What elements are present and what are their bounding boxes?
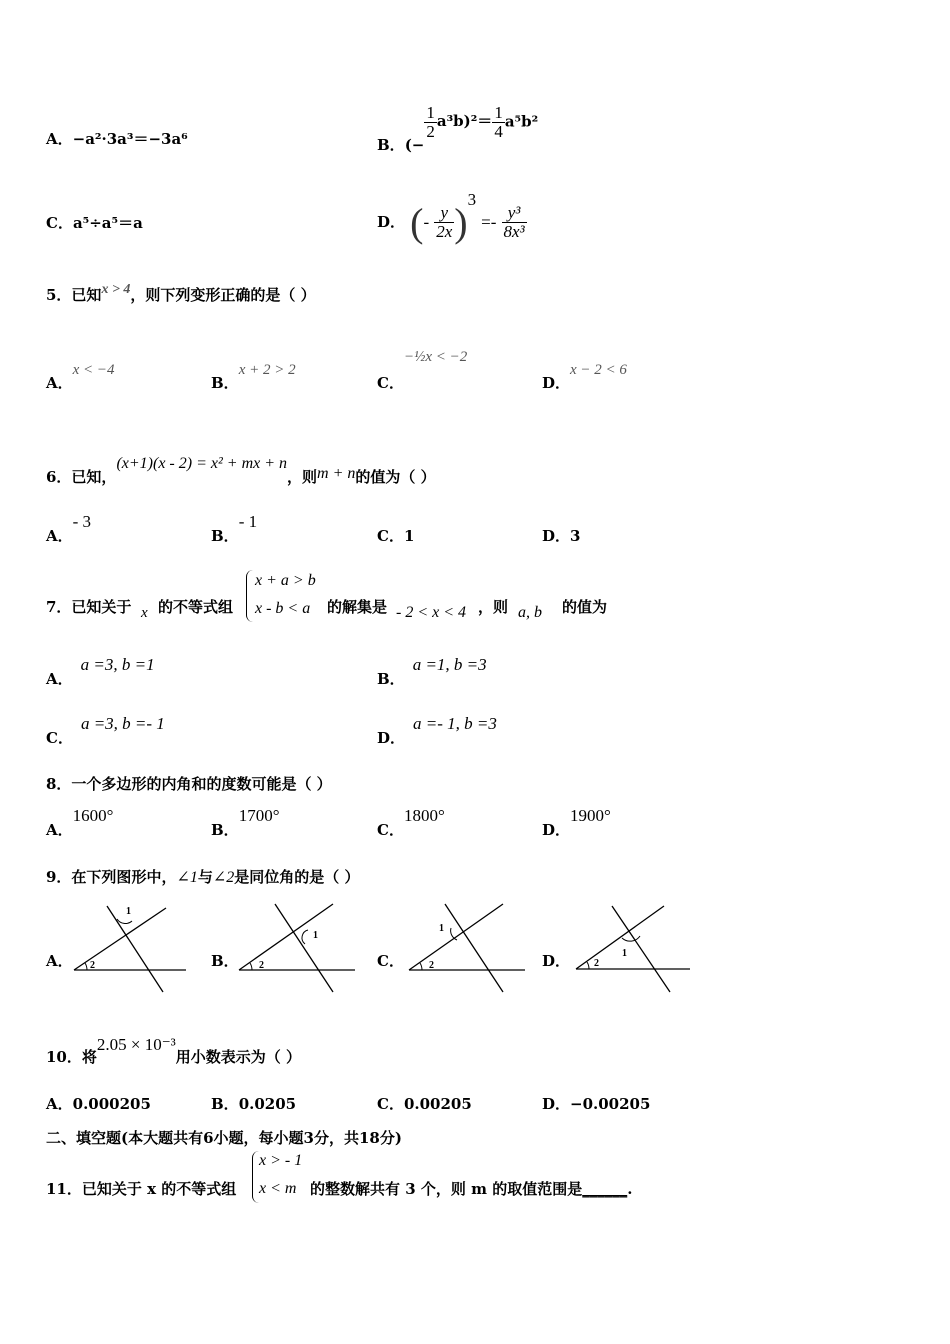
q8-option-d: D．1900° xyxy=(542,806,611,839)
q6-stem: 6．已知，(x+1)(x - 2) = x² + mx + n，则m + n的值为（ ） xyxy=(46,455,436,486)
q6-option-a: A．- 3 xyxy=(46,512,92,545)
svg-text:2: 2 xyxy=(90,960,95,971)
q4-option-c: C．a⁵÷a⁵＝a xyxy=(46,214,143,232)
q9-figure-a xyxy=(70,900,190,1000)
q9-option-a-label: A． xyxy=(46,952,73,970)
q5-option-d: D．x − 2 < 6 xyxy=(542,362,627,392)
q9-figure-c xyxy=(405,900,530,1000)
svg-text:1: 1 xyxy=(439,923,444,934)
q9-option-c-label: C． xyxy=(377,952,404,970)
q9-figure-b xyxy=(235,900,360,1000)
q7-option-c: C．a =3, b =- 1 xyxy=(46,714,165,747)
q7-num: 7．已知关于 xyxy=(46,598,132,616)
q8-option-b: B．1700° xyxy=(211,806,280,839)
q10-stem: 10．将2.05 × 10⁻³用小数表示为（ ） xyxy=(46,1035,302,1066)
q7-line1: x + a > b xyxy=(255,572,316,589)
q5-option-b: B．x + 2 > 2 xyxy=(211,362,296,392)
q11-line2: x < m xyxy=(259,1180,297,1197)
q10-option-d: D．−0.00205 xyxy=(542,1095,651,1113)
q7-option-d: D．a =- 1, b =3 xyxy=(377,714,497,747)
q10-option-a: A．0.000205 xyxy=(46,1095,151,1113)
q7-var: x xyxy=(141,605,148,621)
svg-text:2: 2 xyxy=(429,960,434,971)
q7-brace xyxy=(246,570,253,622)
q4-option-a: A．−a²·3a³＝−3a⁶ xyxy=(46,130,188,148)
q11-brace xyxy=(252,1151,259,1203)
q7-vars: a, b xyxy=(518,604,542,621)
q5-stem: 5．已知x > 4，则下列变形正确的是（ ） xyxy=(46,282,316,304)
q7-option-a: A．a =3, b =1 xyxy=(46,655,155,688)
q7-line2: x - b < a xyxy=(255,600,311,617)
q5-option-c: C．−½x < −2 xyxy=(377,349,468,392)
q7-stem3: ，则 xyxy=(478,598,509,616)
q5-option-a: A．x < −4 xyxy=(46,362,115,392)
q8-option-a: A．1600° xyxy=(46,806,114,839)
svg-text:2: 2 xyxy=(594,958,599,969)
q8-option-c: C．1800° xyxy=(377,806,445,839)
q11-num: 11．已知关于 x 的不等式组 xyxy=(46,1180,237,1198)
q10-option-c: C．0.00205 xyxy=(377,1095,472,1113)
q7-stem2: 的解集是 xyxy=(327,598,388,616)
q7-stem1: 的不等式组 xyxy=(158,598,234,616)
q4-option-d: D． (- $\frac{y}{2x}$ )$^3$ =- $\frac{\text{y³}}{\text{8x³}}$ xyxy=(377,190,525,245)
svg-text:1: 1 xyxy=(313,930,318,941)
q6-option-c: C．1 xyxy=(377,527,415,545)
q11-line1: x > - 1 xyxy=(259,1152,303,1169)
q7-solution: - 2 < x < 4 xyxy=(396,604,467,621)
svg-text:1: 1 xyxy=(622,948,627,959)
q7-option-b: B．a =1, b =3 xyxy=(377,655,487,688)
q7-stem4: 的值为 xyxy=(562,598,608,616)
q9-option-d-label: D． xyxy=(542,952,571,970)
q9-stem: 9．在下列图形中，∠1与∠2是同位角的是（ ） xyxy=(46,868,360,886)
q9-option-b-label: B． xyxy=(211,952,239,970)
svg-text:2: 2 xyxy=(259,960,264,971)
svg-text:1: 1 xyxy=(126,906,131,917)
q8-stem: 8．一个多边形的内角和的度数可能是（ ） xyxy=(46,775,332,793)
q6-option-b: B．- 1 xyxy=(211,512,258,545)
q10-option-b: B．0.0205 xyxy=(211,1095,297,1113)
q4-option-b: B．(− $\frac{1}{2}$ a³b)²＝ $\frac{1}{4}$ a⁵b² xyxy=(377,103,539,155)
q11-stem: 的整数解共有 3 个，则 m 的取值范围是______. xyxy=(310,1180,633,1198)
q6-option-d: D．3 xyxy=(542,527,581,545)
q11-answer-blank[interactable]: ______ xyxy=(582,1180,628,1198)
section-2-title: 二、填空题(本大题共有6小题，每小题3分，共18分) xyxy=(46,1129,402,1147)
q9-figure-d xyxy=(572,900,697,1000)
